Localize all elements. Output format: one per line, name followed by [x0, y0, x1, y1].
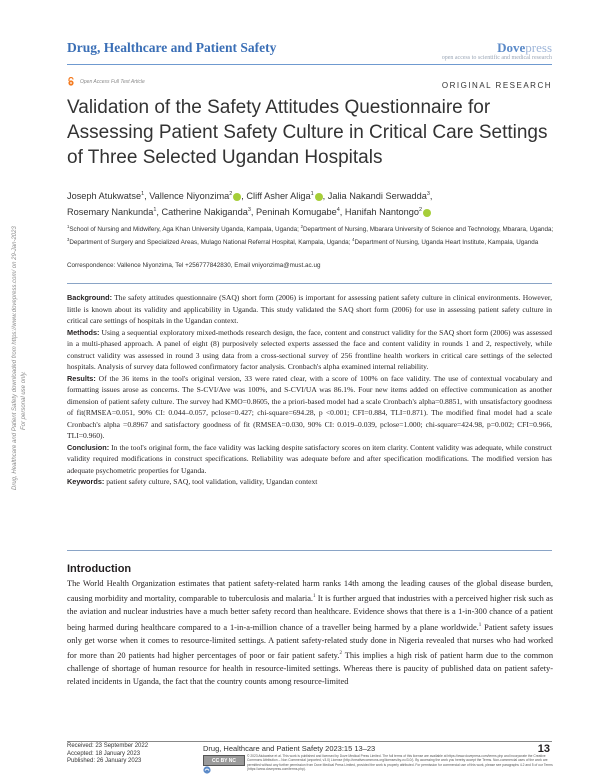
publisher-logo[interactable] — [497, 40, 552, 56]
author-affil-sup: 4 — [336, 207, 340, 214]
affil-sup: 4 — [352, 236, 355, 242]
author-affil-sup: 2 — [418, 207, 423, 214]
affil-text: School of Nursing and Midwifery, Aga Khan University Uganda, Kampala, Uganda; — [69, 226, 301, 234]
introduction-heading: Introduction — [67, 563, 132, 575]
article-dates — [67, 743, 148, 766]
affil-sup: 2 — [300, 224, 303, 229]
author-name[interactable]: Vallence Niyonzima — [149, 191, 230, 202]
header-divider — [67, 64, 552, 65]
article-type: ORIGINAL RESEARCH — [441, 81, 552, 90]
abstract-conclusion — [67, 442, 552, 477]
copyright-notice: © 2023 Atukwatse et al. This work is published and licensed by Dove Medical Press Limited. The full terms of this license are available at https://www.dovepress.com/terms.php and incorporate the Creative Commons Attribution – Non Commercial (unported, v3.0) License (http://creativecommons.org/licenses/by-nc/3.0/). By accessing the work you hereby accept the Terms. Non-commercial uses of the work are permitted without any further permission from Dove Medical Press Limited, provided the work is properly attributed. For permission for commercial use of this work, please see paragraphs 4.2 and 5 of our Terms (https://www.dovepress.com/terms.php). — [247, 754, 553, 771]
author-affil-sup: 3 — [247, 207, 251, 214]
footer-divider — [67, 741, 552, 742]
author-name[interactable]: Catherine Nakiganda — [161, 207, 248, 218]
download-watermark — [11, 226, 29, 490]
abstract-keywords — [67, 476, 552, 488]
author-name[interactable]: Cliff Asher Aliga — [246, 191, 311, 202]
brand-light: press — [525, 40, 552, 55]
introduction-body — [67, 577, 553, 689]
correspondence: Correspondence: Vallence Niyonzima, Tel +256777842830, Email vniyonzima@must.ac.ug — [67, 262, 321, 269]
author-name[interactable]: Rosemary Nankunda — [67, 207, 154, 218]
abstract-methods — [67, 327, 552, 373]
author-affil-sup: 1 — [153, 207, 157, 214]
author-affil-sup: 2 — [229, 191, 233, 197]
author-affil-sup: 1 — [310, 191, 314, 197]
author-name[interactable]: Peninah Komugabe — [255, 207, 337, 218]
author-name[interactable]: Jalia Nakandi Serwadda — [327, 191, 427, 202]
author-list: Joseph Atukwatse$^1$, Vallence Niyonzima$^2$ , Cliff Asher Aliga$^1$ , Jalia Nakandi Serwadda$^3$, Rosemary Nankunda$^1$, Catherine Nakiganda$^3$, Peninah Komugabe$^4$, Hanifah Nantongo$^2$ — [67, 191, 433, 218]
author-name[interactable]: Joseph Atukwatse — [67, 191, 142, 202]
abstract-label: Results: — [67, 373, 96, 383]
accepted-date: Accepted: 18 January 2023 — [67, 750, 141, 757]
footer-citation: Drug, Healthcare and Patient Safety 2023:15 13–23 — [203, 744, 376, 753]
orcid-icon[interactable] — [315, 193, 323, 201]
cc-license-icon[interactable] — [203, 755, 245, 766]
abstract-results — [67, 373, 552, 442]
abstract-text: The safety attitudes questionnaire (SAQ) short form (2006) is important for assessing patient safety culture in clinical environments. However, little is known about its validity and applicability in Uganda. This study validated the SAQ short form (2006) for use in assessing patient safety culture in critical care settings of hospitals in the Ugandan context. — [67, 293, 552, 325]
abstract-label: Background: — [67, 293, 112, 302]
abstract-bottom-divider — [67, 550, 552, 551]
orcid-icon[interactable] — [233, 193, 241, 201]
intro-text: This implies a high risk of patient harm due to the common challenge of shortage of human resource for health in resource-limited settings. Whereas there is paucity of published data on patient safety-related incidents in Uganda, the fact that the country counts among resource-limited — [67, 650, 554, 687]
intro-text: It is further argued that industries with a perceived higher risk such as the aviation and nuclear industries have a much better safety record than healthcare. Evidence shows that there is a 1-in-300 chance of a patient being harmed during healthcare compared to a 1-in-a-million chance of a traveller being harmed by a plane worldwide. — [67, 594, 553, 632]
watermark-line: For personal use only. — [21, 371, 27, 430]
citation-link[interactable]: 1 — [478, 622, 482, 628]
abstract-top-divider — [67, 283, 552, 284]
citation-link[interactable]: 2 — [339, 651, 342, 657]
intro-text: Patient safety issues only get worse when it comes to resource-limited settings. A patient safety-related study done in Nigeria revealed that nurses who had worked for more than 20 patients had higher percentages of poor or fair patient safety. — [67, 622, 553, 660]
intro-text: The World Health Organization estimates that patient safety-related harm ranks 14th among the leading causes of the global disease burden, causing morbidity and mortality, comparable to tuberculosis and malaria. — [67, 579, 553, 604]
abstract — [67, 292, 552, 488]
published-date: Published: 26 January 2023 — [67, 758, 142, 765]
author-affil-sup: 1 — [141, 191, 145, 197]
cc-license-label: CC BY NC — [211, 757, 237, 764]
publisher-tagline: open access to scientific and medical research — [441, 55, 552, 61]
affil-text: Department of Surgery and Specialized Areas, Mulago National Referral Hospital, Kampala, Uganda; — [69, 238, 353, 246]
orcid-icon[interactable] — [423, 209, 431, 217]
page-number: 13 — [537, 743, 550, 755]
abstract-text: Of the 36 items in the tool's original version, 33 were rated clear, with a score of 100% on face validity. The use of contextual vocabulary and formatting issues arose as concerns. The S-CVI/Ave was 100%, and S-CVI/UA was 86.1%. Four new items added on effective communication as another dimension of patient safety culture. The survey had KMO=0.8605, the a priori-based model had a scale Cronbach's alpha=0.8851, with unsatisfactory goodness of fit(RMSEA=0.051, 90% CI: 0.044–0.057, pclose=0.427; chi-square=694.28, p <0.001; CFI=0.884, TLI=0.871). The modified final model had a scale Cronbach's alpha =0.8967 and satisfactory goodness of fit (RMSEA=0.030, 90% CI: 0.019–0.039, pclose=1.000; chi-square=424.98, p=0.002; CFI=0.966, TLI=0.960). — [67, 373, 552, 440]
author-name[interactable]: Hanifah Nantongo — [344, 207, 419, 218]
open-access-badge — [67, 77, 145, 86]
journal-name[interactable]: Drug, Healthcare and Patient Safety — [67, 40, 277, 55]
affil-text: Department of Nursing, Uganda Heart Institute, Kampala, Uganda — [354, 238, 539, 246]
abstract-background — [67, 292, 552, 327]
article-title: Validation of the Safety Attitudes Questionnaire for Assessing Patient Safety Culture in Critical Care Settings of Three Selected Ugandan Hospitals — [67, 97, 548, 168]
brand-bold: Dove — [497, 40, 526, 55]
received-date: Received: 23 September 2022 — [67, 743, 149, 749]
open-access-lock-icon — [67, 77, 75, 86]
affil-sup: 1 — [67, 224, 70, 229]
abstract-label: Keywords: — [67, 477, 105, 486]
abstract-text: patient safety culture, SAQ, tool validation, validity, Ugandan context — [104, 477, 318, 486]
affil-text: Department of Nursing, Mbarara University of Science and Technology, Mbarara, Uganda; — [302, 226, 554, 234]
open-access-label: Open Access Full Text Article — [80, 78, 145, 85]
citation-link[interactable]: 1 — [313, 594, 316, 600]
affil-sup: 3 — [67, 236, 70, 242]
abstract-text: In the tool's original form, the face validity was lacking despite satisfactory scores on item clarity. Content validity was adequate, while construct validity required modifications in construct specifications. Reliability was adequate before and after specification modifications. The modified version has adequate psychometric properties for Uganda. — [67, 442, 552, 475]
author-affil-sup: 3 — [426, 191, 430, 197]
affiliations — [67, 222, 567, 247]
watermark-line: Drug, Healthcare and Patient Safety downloaded from https://www.dovepress.com/ on 29-Jan-2023 — [12, 226, 18, 490]
abstract-label: Conclusion: — [67, 442, 110, 452]
abstract-text: Using a sequential exploratory mixed-methods research design, the face, content and construct validity for the SAQ short form (2006) was assessed in a multi-phased approach. A panel of eight (8) purposively selected experts assessed the face and content validity in rounds 1 and 2, respectively, while construct validity was assessed in round 3 using data from a cross-sectional survey of 256 frontline health workers in critical care settings of the selected hospitals. Analysis of survey data followed confirmatory factor analysis. Cronbach's alpha examined internal reliability. — [67, 327, 552, 371]
abstract-label: Methods: — [67, 327, 100, 337]
dovepress-logo-icon — [203, 766, 211, 774]
